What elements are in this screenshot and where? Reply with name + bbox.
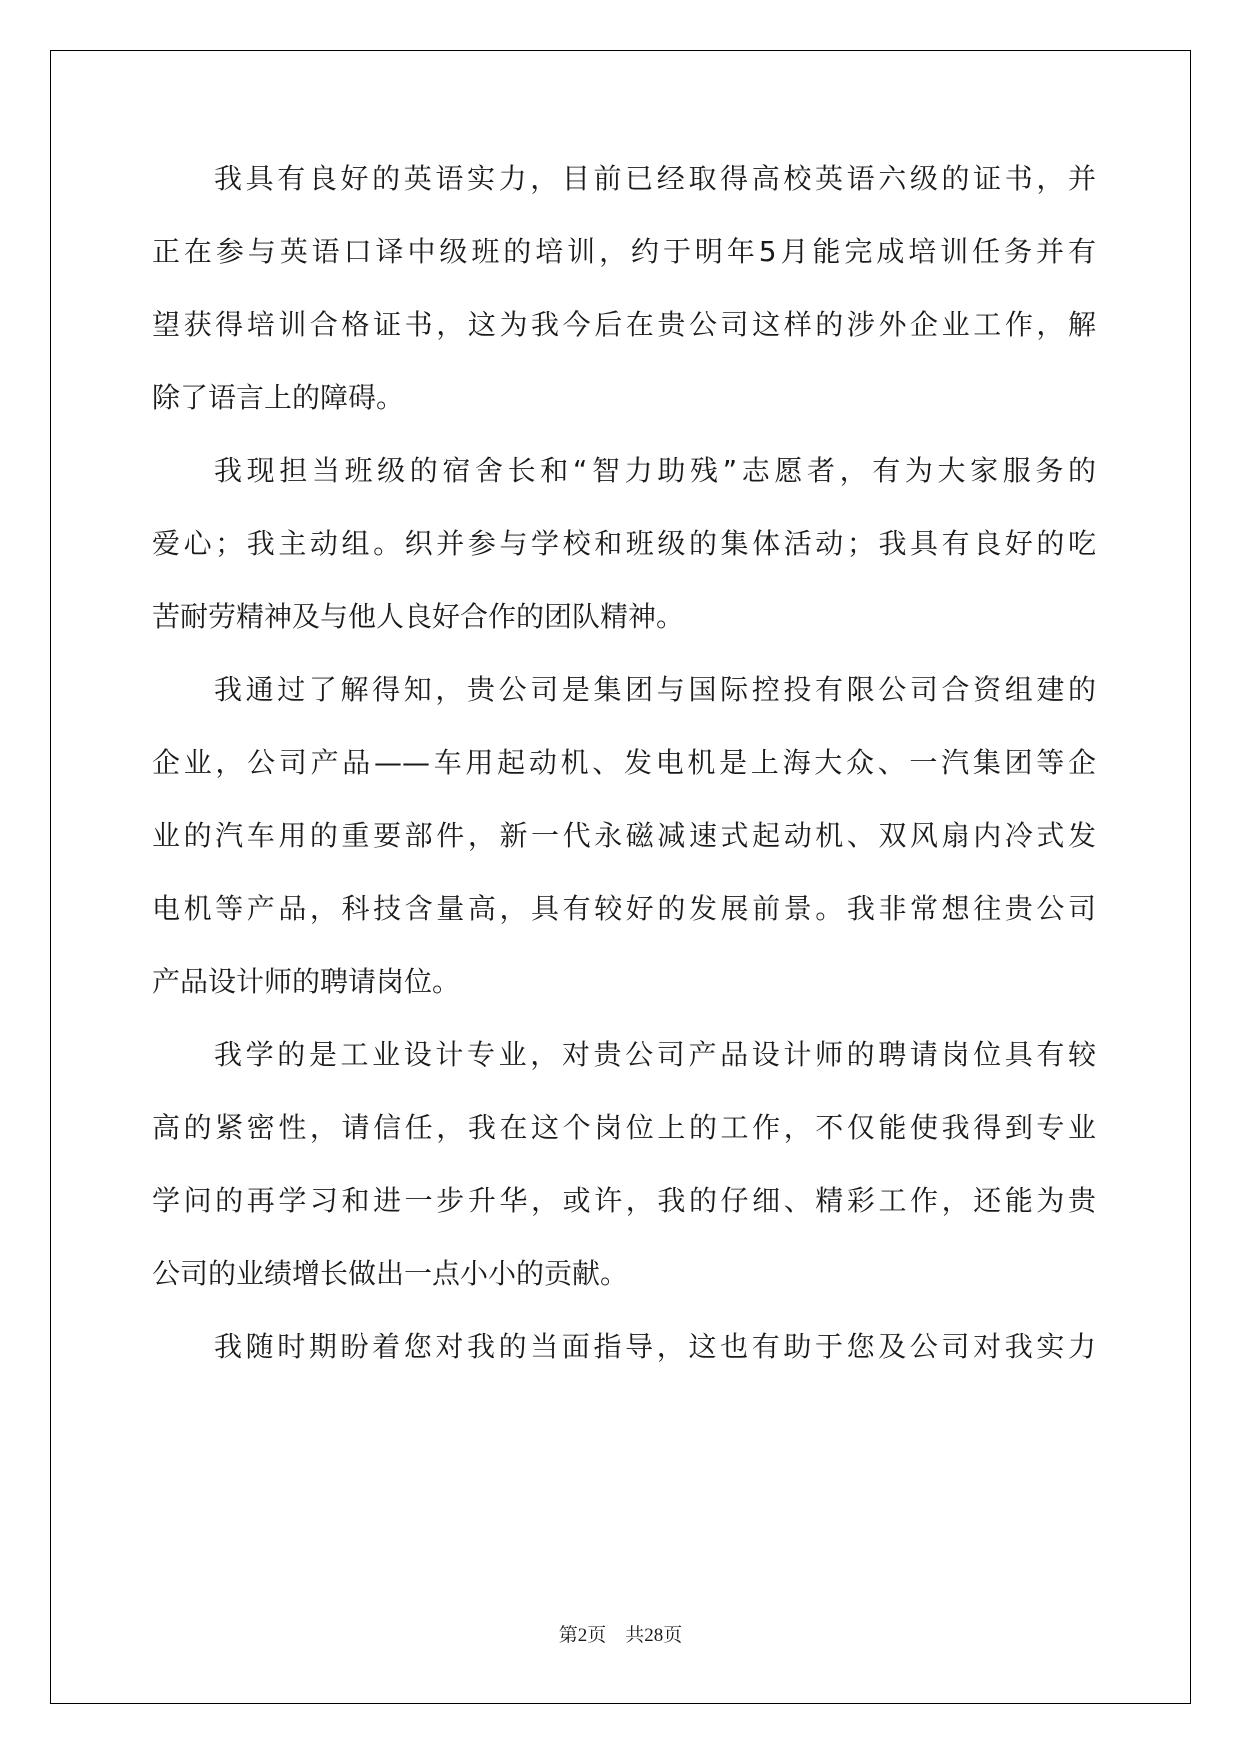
paragraph-2-line-3: 苦耐劳精神及与他人良好合作的团队精神。 (152, 600, 685, 633)
paragraph-3-line-4: 电机等产品，科技含量高，具有较好的发展前景。我非常想往贵公司 (152, 892, 1096, 925)
paragraph-4-line-4: 公司的业绩增长做出一点小小的贡献。 (152, 1257, 629, 1290)
paragraph-3-line-3: 业的汽车用的重要部件，新一代永磁减速式起动机、双风扇内冷式发 (152, 819, 1096, 852)
paragraph-2-line-1: 我现担当班级的宿舍长和“智力助残”志愿者，有为大家服务的 (214, 454, 1096, 487)
paragraph-3-line-2: 企业，公司产品——车用起动机、发电机是上海大众、一汽集团等企 (152, 746, 1096, 779)
paragraph-4-line-1: 我学的是工业设计专业，对贵公司产品设计师的聘请岗位具有较 (214, 1038, 1096, 1071)
paragraph-1-line-1: 我具有良好的英语实力，目前已经取得高校英语六级的证书，并 (214, 162, 1096, 195)
paragraph-4-line-2: 高的紧密性，请信任，我在这个岗位上的工作，不仅能使我得到专业 (152, 1111, 1096, 1144)
paragraph-5-line-1: 我随时期盼着您对我的当面指导，这也有助于您及公司对我实力 (214, 1330, 1096, 1363)
paragraph-1-line-3: 望获得培训合格证书，这为我今后在贵公司这样的涉外企业工作，解 (152, 308, 1096, 341)
paragraph-2-line-2: 爱心；我主动组。织并参与学校和班级的集体活动；我具有良好的吃 (152, 527, 1096, 560)
paragraph-4-line-3: 学问的再学习和进一步升华，或许，我的仔细、精彩工作，还能为贵 (152, 1184, 1096, 1217)
paragraph-1-line-4: 除了语言上的障碍。 (152, 381, 405, 414)
page-border (50, 50, 1191, 1704)
paragraph-1-line-2: 正在参与英语口译中级班的培训，约于明年5月能完成培训任务并有 (152, 235, 1096, 268)
paragraph-3-line-5: 产品设计师的聘请岗位。 (152, 965, 461, 998)
page-number-footer: 第2页 共28页 (558, 1625, 683, 1646)
paragraph-3-line-1: 我通过了解得知，贵公司是集团与国际控投有限公司合资组建的 (214, 673, 1096, 706)
